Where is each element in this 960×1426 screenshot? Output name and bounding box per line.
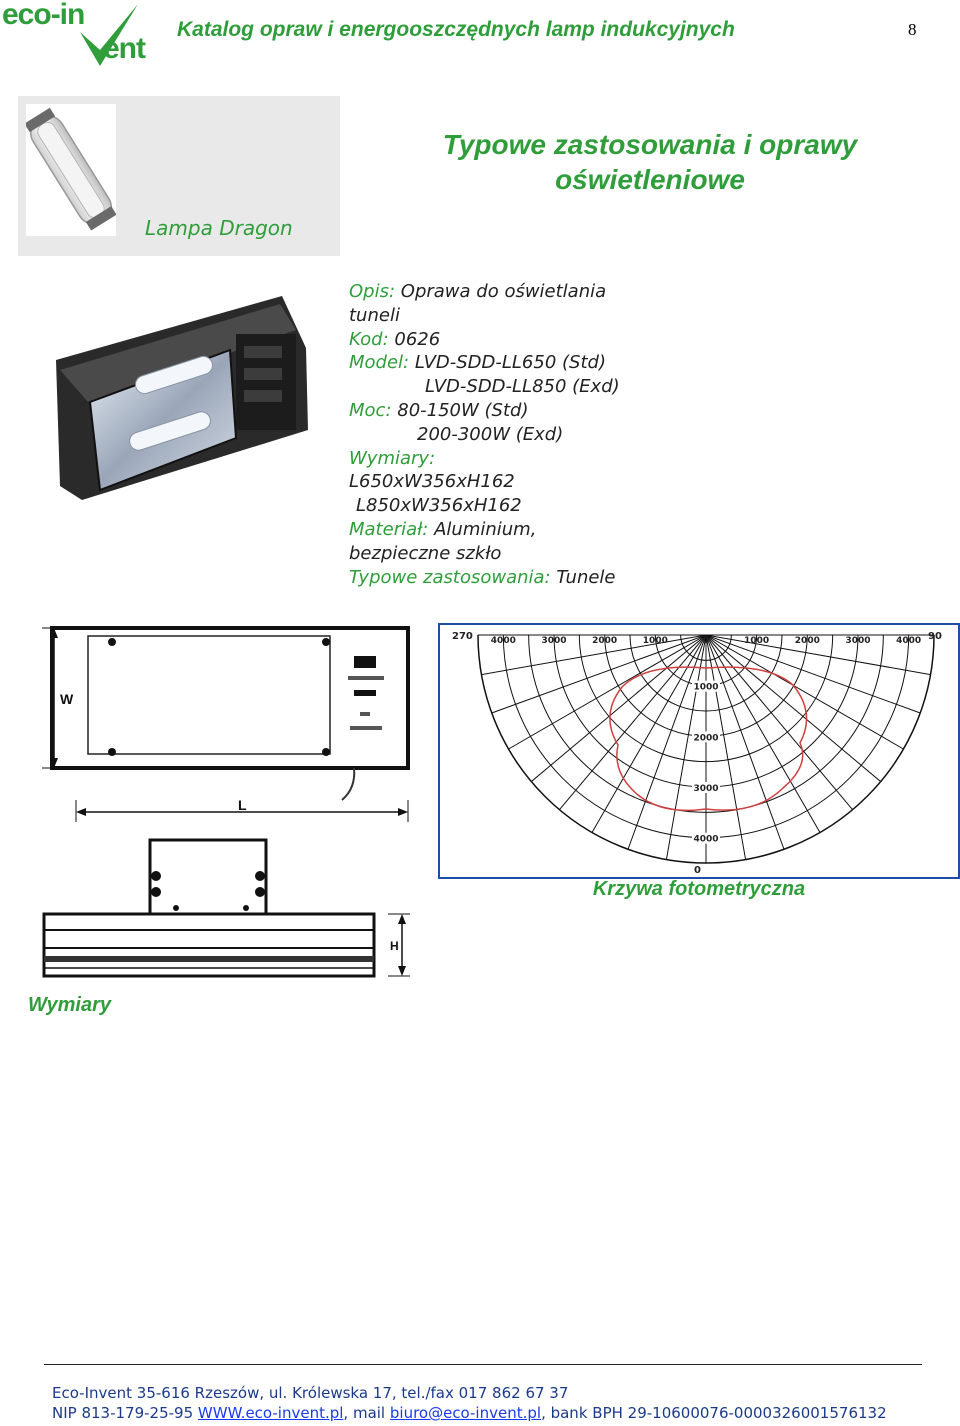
- spec-opis-value: Oprawa do oświetlania: [400, 281, 607, 302]
- footer-mail-prefix: , mail: [343, 1404, 390, 1422]
- logo-text-top: eco-in: [2, 0, 85, 31]
- section-title-line2: oświetleniowe: [555, 164, 745, 195]
- footer-email-link[interactable]: biuro@eco-invent.pl: [389, 1404, 542, 1422]
- polar-radial-label: 2000: [693, 733, 719, 744]
- polar-top-label: 4000: [896, 636, 922, 646]
- spec-moc-value: 80-150W (Std): [397, 399, 529, 421]
- polar-top-label: 2000: [794, 636, 820, 646]
- lamp-photo: [26, 104, 116, 236]
- spec-moc-cont: 200-300W (Exd): [417, 423, 564, 445]
- spec-opis-cont: tuneli: [349, 304, 400, 326]
- spec-list: [349, 280, 620, 589]
- spec-model-label: Model:: [349, 352, 410, 374]
- footer-website-link[interactable]: WWW.eco-invent.pl: [197, 1404, 344, 1422]
- spec-model-value: LVD-SDD-LL650 (Std): [414, 352, 606, 374]
- induction-lamp-icon: [26, 104, 116, 236]
- spec-model-cont: LVD-SDD-LL850 (Exd): [425, 376, 620, 398]
- polar-top-label: 2000: [592, 636, 618, 646]
- polar-top-label: 3000: [845, 636, 871, 646]
- spec-material-value: Aluminium,: [434, 518, 537, 540]
- polar-top-label: 4000: [490, 636, 516, 646]
- angle-label-left: 270: [452, 631, 473, 642]
- width-dimension-label: W: [60, 691, 74, 707]
- polar-top-label: 0: [702, 636, 710, 646]
- logo-text-bottom: ent: [103, 32, 145, 65]
- polar-radial-label: 1000: [693, 682, 719, 693]
- spec-material-cont: bezpieczne szkło: [349, 542, 502, 564]
- polar-radial-label: 3000: [693, 784, 719, 794]
- lamp-name: Lampa Dragon: [145, 216, 293, 240]
- spec-zastosowania: [349, 566, 620, 590]
- spec-opis-label: Opis:: [349, 281, 396, 302]
- company-logo: [0, 0, 170, 70]
- footer-nip: NIP 813-179-25-95: [52, 1404, 198, 1422]
- polar-radial-label: 4000: [693, 834, 719, 845]
- spec-opis: [349, 280, 620, 304]
- spec-zastosowania-label: Typowe zastosowania:: [349, 566, 551, 588]
- spec-wymiary-cont: L850xW356xH162: [356, 495, 522, 517]
- polar-top-label: 1000: [642, 636, 668, 646]
- footer-address: Eco-Invent 35-616 Rzeszów, ul. Królewska 17, tel./fax 017 862 67 37: [52, 1384, 569, 1402]
- spec-moc-label: Moc:: [349, 399, 392, 421]
- height-dimension-label: H: [390, 939, 399, 953]
- spec-kod: [349, 328, 620, 352]
- angle-label-right: 90: [928, 631, 942, 642]
- spec-kod-label: Kod:: [349, 328, 389, 350]
- spec-material: [349, 518, 620, 542]
- spec-kod-value: 0626: [394, 328, 441, 350]
- page-number: 8: [908, 20, 917, 39]
- photometric-diagram: [438, 623, 960, 879]
- dimension-drawing-svg: [36, 622, 416, 984]
- photometric-caption: Krzywa fotometryczna: [592, 878, 806, 900]
- polar-top-label: 1000: [744, 636, 770, 646]
- footer-contact: [52, 1404, 887, 1422]
- spec-zastosowania-value: Tunele: [556, 566, 616, 588]
- fixture-photo: [30, 290, 330, 510]
- spec-moc: [349, 399, 620, 423]
- section-title: [360, 127, 940, 197]
- spec-model: [349, 351, 620, 375]
- spec-wymiary-label: Wymiary:: [349, 447, 436, 469]
- angle-label-bottom: 0: [694, 865, 701, 876]
- spec-wymiary-value: L650xW356xH162: [349, 471, 515, 493]
- catalog-title: Katalog opraw i energooszczędnych lamp indukcyjnych: [177, 18, 735, 41]
- tunnel-luminaire-icon: [30, 290, 330, 510]
- photometric-polar-svg: [438, 623, 960, 879]
- dimension-drawing: [36, 622, 416, 984]
- footer-bank: , bank BPH 29-10600076-0000326001576132: [541, 1404, 887, 1422]
- polar-top-label: 3000: [541, 636, 567, 646]
- dimensions-caption: Wymiary: [28, 994, 112, 1016]
- length-dimension-label: L: [238, 797, 247, 813]
- section-title-line1: Typowe zastosowania i oprawy: [442, 129, 858, 160]
- spec-material-label: Materiał:: [349, 518, 429, 540]
- footer-divider: [44, 1364, 922, 1365]
